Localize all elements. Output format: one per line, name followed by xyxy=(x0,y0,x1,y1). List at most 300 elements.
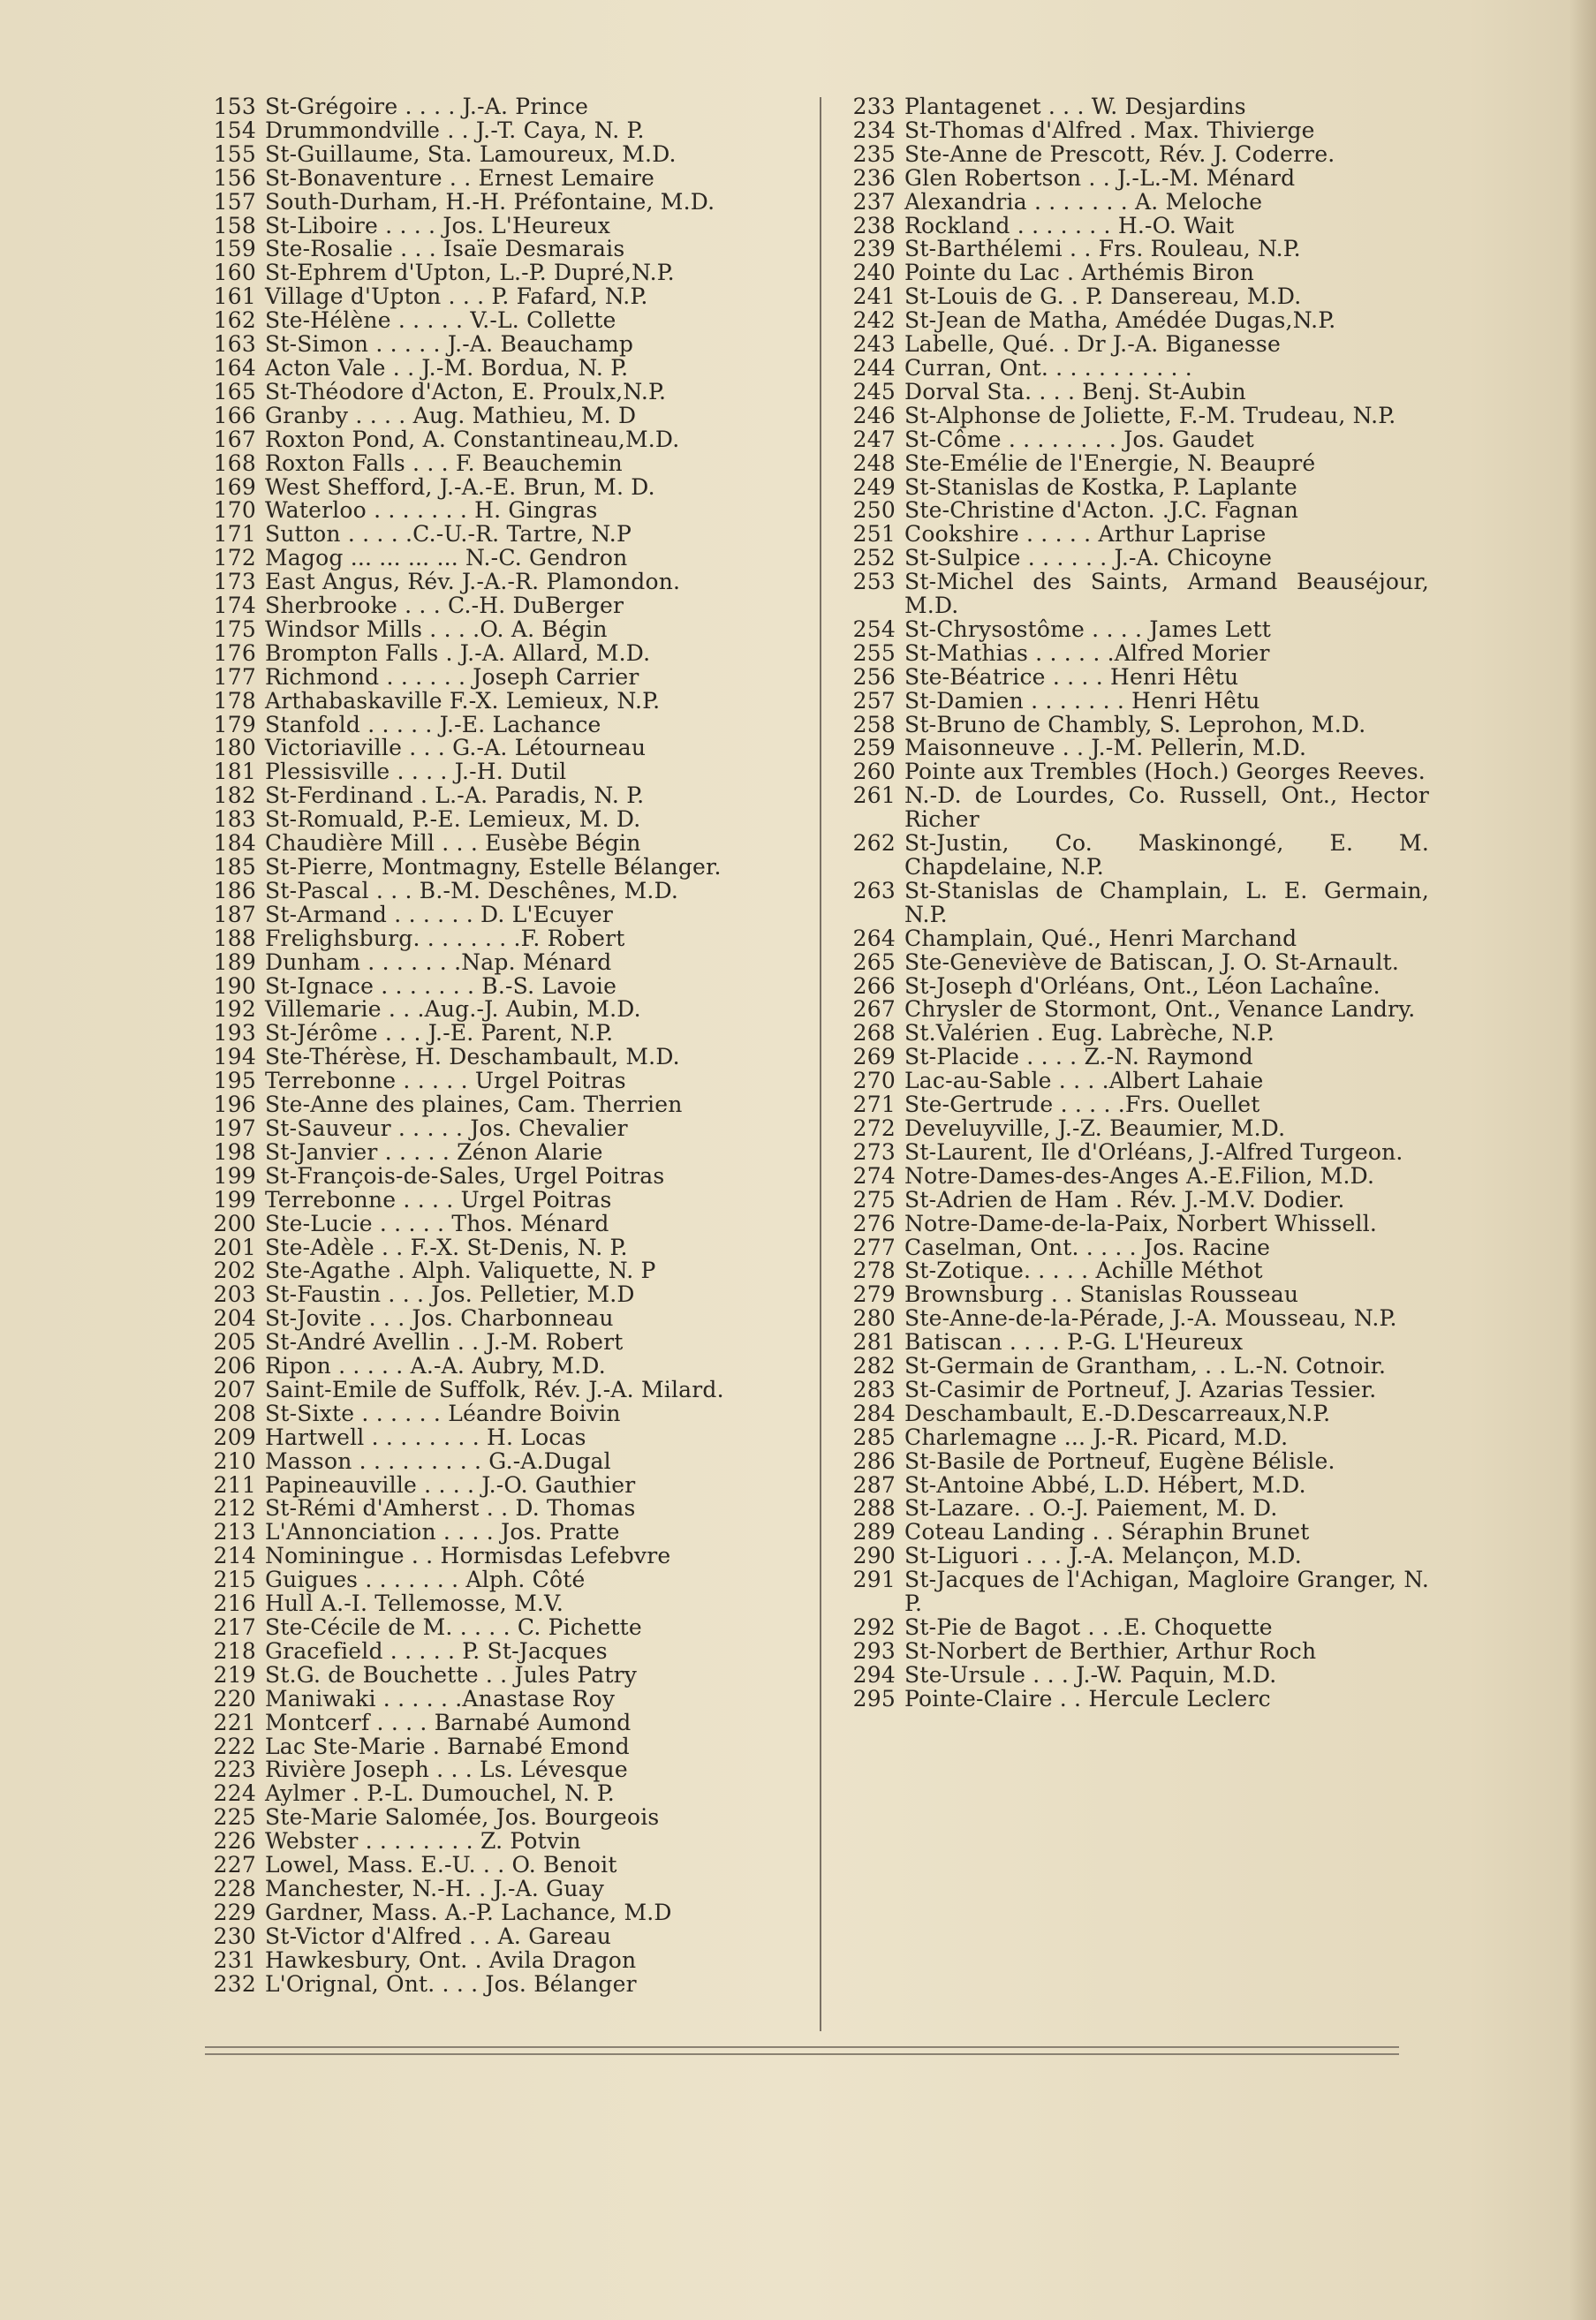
entry-number: 216 xyxy=(213,1591,256,1617)
entry-text: Villemarie . . .Aug.-J. Aubin, M.D. xyxy=(265,996,641,1023)
list-item xyxy=(200,1259,806,1283)
entry-text: Charlemagne ... J.-R. Picard, M.D. xyxy=(904,1424,1289,1450)
entry-text: Dorval Sta. . . . Benj. St-Aubin xyxy=(904,378,1246,404)
entry-number: 224 xyxy=(213,1780,256,1807)
entry-number: 210 xyxy=(213,1447,256,1474)
entry-text: Rivière Joseph . . . Ls. Lévesque xyxy=(265,1757,628,1783)
entry-number: 263 xyxy=(852,877,896,903)
entry-number: 231 xyxy=(213,1946,256,1973)
entry-number: 284 xyxy=(852,1400,896,1426)
list-item xyxy=(839,428,1429,452)
entry-text: Deschambault, E.-D.Descarreaux,N.P. xyxy=(904,1400,1331,1426)
list-item xyxy=(839,877,1429,927)
entry-text: Ste-Agathe . Alph. Valiquette, N. P xyxy=(265,1258,656,1284)
entry-number: 186 xyxy=(213,877,256,903)
entry-text: Aylmer . P.-L. Dumouchel, N. P. xyxy=(265,1780,615,1807)
entry-text: Cookshire . . . . . Arthur Laprise xyxy=(904,521,1267,548)
entry-text: Lac Ste-Marie . Barnabé Emond xyxy=(265,1733,630,1759)
entry-text: St-Pierre, Montmagny, Estelle Bélanger. xyxy=(265,854,722,880)
list-item xyxy=(839,639,1429,666)
entry-text: Ste-Christine d'Acton. .J.C. Fagnan xyxy=(904,497,1299,524)
list-item xyxy=(839,1447,1429,1474)
entry-number: 162 xyxy=(213,307,256,334)
list-item xyxy=(839,998,1429,1022)
entry-text: Pointe du Lac . Arthémis Biron xyxy=(904,260,1255,286)
entry-number: 199 xyxy=(213,1162,256,1189)
list-item xyxy=(200,1331,806,1355)
entry-number: 176 xyxy=(213,639,256,666)
list-item xyxy=(839,1186,1429,1213)
list-item xyxy=(200,1875,806,1901)
entry-number: 293 xyxy=(852,1637,896,1664)
entry-number: 215 xyxy=(213,1567,256,1593)
list-item xyxy=(839,711,1429,737)
entry-text: Hawkesbury, Ont. . Avila Dragon xyxy=(265,1946,637,1973)
list-item xyxy=(839,1138,1429,1165)
entry-number: 198 xyxy=(213,1138,256,1165)
entry-text: Champlain, Qué., Henri Marchand xyxy=(904,925,1297,951)
entry-number: 194 xyxy=(213,1044,256,1070)
list-item xyxy=(200,1162,806,1189)
list-item xyxy=(839,140,1429,167)
list-item xyxy=(200,164,806,191)
list-item xyxy=(200,856,806,880)
entry-number: 164 xyxy=(213,354,256,381)
entry-number: 157 xyxy=(213,188,256,215)
entry-number: 218 xyxy=(213,1637,256,1664)
entry-number: 238 xyxy=(852,212,896,238)
entry-text: St-Lazare. . O.-J. Paiement, M. D. xyxy=(904,1495,1278,1522)
entry-number: 187 xyxy=(213,901,256,927)
entry-number: 153 xyxy=(213,94,256,119)
entry-text: St-Alphonse de Joliette, F.-M. Trudeau, N.P. xyxy=(904,402,1396,428)
entry-text: Granby . . . . Aug. Mathieu, M. D xyxy=(265,402,637,428)
list-item xyxy=(839,1661,1429,1688)
entry-text: Ste-Gertrude . . . . .Frs. Ouellet xyxy=(904,1092,1260,1118)
entry-text: West Shefford, J.-A.-E. Brun, M. D. xyxy=(265,473,655,500)
entry-number: 177 xyxy=(213,663,256,690)
list-item xyxy=(200,309,806,333)
entry-text: Village d'Upton . . . P. Fafard, N.P. xyxy=(265,283,648,310)
list-item xyxy=(839,1685,1429,1712)
entry-text: St-Liguori . . . J.-A. Melançon, M.D. xyxy=(904,1543,1302,1569)
entry-number: 168 xyxy=(213,450,256,476)
entry-number: 294 xyxy=(852,1661,896,1688)
list-item xyxy=(200,523,806,547)
list-item xyxy=(839,238,1429,261)
list-item xyxy=(200,1545,806,1568)
list-item xyxy=(200,428,806,452)
list-item xyxy=(839,95,1429,119)
list-item xyxy=(839,760,1429,784)
entry-text: Ste-Anne-de-la-Pérade, J.-A. Mousseau, N.P. xyxy=(904,1305,1397,1332)
entry-text: N.-D. de Lourdes, Co. Russell, Ont., Hector Richer xyxy=(904,782,1429,833)
list-item xyxy=(839,1568,1429,1616)
list-item xyxy=(200,618,806,642)
entry-number: 182 xyxy=(213,782,256,809)
entry-text: Ste-Anne de Prescott, Rév. J. Coderre. xyxy=(904,140,1335,167)
entry-number: 287 xyxy=(852,1471,896,1498)
entry-number: 193 xyxy=(213,1020,256,1047)
entry-text: Terrebonne . . . . . Urgel Poitras xyxy=(265,1068,626,1094)
list-item xyxy=(839,948,1429,975)
list-item xyxy=(839,1236,1429,1260)
entry-text: Windsor Mills . . . .O. A. Bégin xyxy=(265,616,608,642)
entry-number: 232 xyxy=(213,1970,256,1997)
list-item xyxy=(200,1592,806,1616)
entry-number: 155 xyxy=(213,140,256,167)
entry-number: 183 xyxy=(213,806,256,833)
entry-number: 184 xyxy=(213,830,256,857)
list-item xyxy=(200,261,806,285)
list-item xyxy=(200,1735,806,1759)
entry-text: Curran, Ont. . . . . . . . . . . xyxy=(904,354,1192,381)
entry-number: 295 xyxy=(852,1685,896,1712)
entry-text: Ste-Hélène . . . . . V.-L. Collette xyxy=(265,307,616,334)
list-item xyxy=(839,1259,1429,1283)
entry-number: 202 xyxy=(213,1258,256,1284)
entry-text: St-Placide . . . . Z.-N. Raymond xyxy=(904,1044,1253,1070)
entry-number: 274 xyxy=(852,1162,896,1189)
entry-number: 258 xyxy=(852,711,896,737)
list-item xyxy=(839,354,1429,381)
list-item xyxy=(200,687,806,714)
entry-text: St-Jacques de l'Achigan, Magloire Granger, N. P. xyxy=(904,1567,1429,1617)
list-item xyxy=(839,523,1429,547)
entry-text: St-Chrysostôme . . . . James Lett xyxy=(904,616,1272,642)
entry-text: Guigues . . . . . . . Alph. Côté xyxy=(265,1567,586,1593)
entry-number: 219 xyxy=(213,1661,256,1688)
list-item xyxy=(839,164,1429,191)
list-item xyxy=(200,903,806,927)
list-item xyxy=(839,1616,1429,1640)
entry-text: Lac-au-Sable . . . .Albert Lahaie xyxy=(904,1068,1264,1094)
list-item xyxy=(839,499,1429,523)
list-item xyxy=(200,760,806,784)
list-item xyxy=(200,808,806,832)
list-item xyxy=(200,1661,806,1688)
list-item xyxy=(200,1210,806,1236)
entry-text: Saint-Emile de Suffolk, Rév. J.-A. Milard. xyxy=(265,1376,724,1402)
entry-text: St-Casimir de Portneuf, J. Azarias Tessier. xyxy=(904,1376,1377,1402)
entry-text: St-Rémi d'Amherst . . D. Thomas xyxy=(265,1495,636,1522)
entry-text: Maniwaki . . . . . .Anastase Roy xyxy=(265,1685,616,1712)
entry-text: Batiscan . . . . P.-G. L'Heureux xyxy=(904,1329,1244,1356)
entry-number: 267 xyxy=(852,996,896,1023)
entry-number: 282 xyxy=(852,1353,896,1379)
list-item xyxy=(200,473,806,500)
entry-number: 285 xyxy=(852,1424,896,1450)
entry-text: Develuyville, J.-Z. Beaumier, M.D. xyxy=(904,1115,1286,1141)
entry-text: St-Ephrem d'Upton, L.-P. Dupré,N.P. xyxy=(265,260,675,286)
entry-text: Ste-Rosalie . . . Isaïe Desmarais xyxy=(265,236,625,262)
entry-text: South-Durham, H.-H. Préfontaine, M.D. xyxy=(265,188,715,215)
entry-text: Stanfold . . . . . J.-E. Lachance xyxy=(265,711,601,737)
list-item xyxy=(200,1925,806,1949)
entry-number: 240 xyxy=(852,260,896,286)
list-item xyxy=(200,1022,806,1046)
list-item xyxy=(839,1022,1429,1046)
list-item xyxy=(839,285,1429,309)
list-item xyxy=(839,618,1429,642)
entry-text: St-Romuald, P.-E. Lemieux, M. D. xyxy=(265,806,641,833)
entry-text: Plantagenet . . . W. Desjardins xyxy=(904,94,1246,119)
entry-text: Notre-Dames-des-Anges A.-E.Filion, M.D. xyxy=(904,1162,1375,1189)
entry-number: 207 xyxy=(213,1376,256,1402)
right-column xyxy=(839,95,1429,1712)
list-item xyxy=(200,499,806,523)
entry-number: 283 xyxy=(852,1376,896,1402)
entry-text: Sherbrooke . . . C.-H. DuBerger xyxy=(265,593,624,619)
entry-number: 196 xyxy=(213,1092,256,1118)
list-item xyxy=(839,1046,1429,1069)
entry-text: St-Victor d'Alfred . . A. Gareau xyxy=(265,1923,612,1949)
entry-number: 166 xyxy=(213,402,256,428)
entry-number: 255 xyxy=(852,639,896,666)
list-item xyxy=(200,285,806,309)
list-item xyxy=(200,1283,806,1307)
list-item xyxy=(200,1117,806,1141)
list-item xyxy=(200,1685,806,1712)
entry-number: 261 xyxy=(852,782,896,809)
entry-number: 159 xyxy=(213,236,256,262)
list-item xyxy=(839,1545,1429,1568)
list-item xyxy=(839,571,1429,618)
list-item xyxy=(839,1402,1429,1426)
entry-text: Maisonneuve . . J.-M. Pellerin, M.D. xyxy=(904,735,1307,761)
entry-text: St-Sauveur . . . . . Jos. Chevalier xyxy=(265,1115,628,1141)
list-item xyxy=(839,927,1429,951)
entry-number: 264 xyxy=(852,925,896,951)
list-item xyxy=(200,639,806,666)
list-item xyxy=(839,1471,1429,1498)
entry-number: 188 xyxy=(213,925,256,951)
entry-number: 243 xyxy=(852,331,896,358)
entry-number: 192 xyxy=(213,996,256,1023)
entry-number: 235 xyxy=(852,140,896,167)
entry-text: Chaudière Mill . . . Eusèbe Bégin xyxy=(265,830,641,857)
list-item xyxy=(200,998,806,1022)
entry-number: 291 xyxy=(852,1567,896,1593)
list-item xyxy=(839,1307,1429,1331)
entry-text: Chrysler de Stormont, Ont., Venance Landry. xyxy=(904,996,1416,1023)
entry-number: 160 xyxy=(213,260,256,286)
entry-text: Ste-Geneviève de Batiscan, J. O. St-Arnault. xyxy=(904,948,1400,975)
list-item xyxy=(200,1307,806,1331)
entry-number: 175 xyxy=(213,616,256,642)
entry-text: Webster . . . . . . . . Z. Potvin xyxy=(265,1828,581,1855)
entry-text: St.G. de Bouchette . . Jules Patry xyxy=(265,1661,638,1688)
entry-number: 265 xyxy=(852,948,896,975)
entry-text: St-Mathias . . . . . .Alfred Morier xyxy=(904,639,1270,666)
entry-text: St-François-de-Sales, Urgel Poitras xyxy=(265,1162,665,1189)
list-item xyxy=(200,948,806,975)
list-item xyxy=(839,1355,1429,1379)
entry-text: Ste-Lucie . . . . . Thos. Ménard xyxy=(265,1210,609,1236)
list-item xyxy=(839,473,1429,500)
list-item xyxy=(839,452,1429,476)
list-item xyxy=(200,927,806,951)
entry-text: St-Ignace . . . . . . . B.-S. Lavoie xyxy=(265,972,617,999)
entry-number: 241 xyxy=(852,283,896,310)
list-item xyxy=(839,1376,1429,1402)
entry-number: 161 xyxy=(213,283,256,310)
entry-text: Ste-Cécile de M. . . . . C. Pichette xyxy=(265,1614,642,1640)
entry-number: 172 xyxy=(213,545,256,571)
entry-text: St-Jean de Matha, Amédée Dugas,N.P. xyxy=(904,307,1336,334)
list-item xyxy=(839,832,1429,880)
entry-number: 277 xyxy=(852,1234,896,1260)
list-item xyxy=(200,1069,806,1093)
entry-text: St-Faustin . . . Jos. Pelletier, M.D xyxy=(265,1281,635,1308)
entry-text: St-Antoine Abbé, L.D. Hébert, M.D. xyxy=(904,1471,1306,1498)
entry-text: St.Valérien . Eug. Labrèche, N.P. xyxy=(904,1020,1275,1047)
list-item xyxy=(839,1497,1429,1521)
list-item xyxy=(200,972,806,999)
entry-number: 208 xyxy=(213,1400,256,1426)
entry-number: 158 xyxy=(213,212,256,238)
entry-text: St-Stanislas de Kostka, P. Laplante xyxy=(904,473,1297,500)
list-item xyxy=(839,1093,1429,1117)
list-item xyxy=(200,452,806,476)
entry-number: 212 xyxy=(213,1495,256,1522)
entry-text: Alexandria . . . . . . . A. Meloche xyxy=(904,188,1263,215)
entry-text: Hartwell . . . . . . . . H. Locas xyxy=(265,1424,586,1450)
entry-text: St-Bruno de Chambly, S. Leprohon, M.D. xyxy=(904,711,1366,737)
entry-text: Manchester, N.-H. . J.-A. Guay xyxy=(265,1875,605,1901)
list-item xyxy=(200,571,806,594)
entry-number: 276 xyxy=(852,1210,896,1236)
list-item xyxy=(200,1901,806,1925)
list-item xyxy=(200,1186,806,1213)
entry-number: 279 xyxy=(852,1281,896,1308)
list-item xyxy=(200,1568,806,1592)
list-item xyxy=(200,1521,806,1545)
entry-text: Lowel, Mass. E.-U. . . O. Benoit xyxy=(265,1852,617,1878)
entry-text: St-Stanislas de Champlain, L. E. Germain, N.P. xyxy=(904,877,1429,927)
list-item xyxy=(839,404,1429,428)
entry-number: 170 xyxy=(213,497,256,524)
entry-text: Terrebonne . . . . Urgel Poitras xyxy=(265,1186,612,1213)
list-item xyxy=(839,309,1429,333)
entry-text: St-Justin, Co. Maskinongé, E. M. Chapdelaine, N.P. xyxy=(904,830,1429,880)
entry-number: 197 xyxy=(213,1115,256,1141)
list-item xyxy=(839,212,1429,238)
entry-text: Roxton Pond, A. Constantineau,M.D. xyxy=(265,426,680,452)
entry-text: Nominingue . . Hormisdas Lefebvre xyxy=(265,1543,671,1569)
list-item xyxy=(839,737,1429,760)
list-item xyxy=(200,663,806,690)
list-item xyxy=(200,1236,806,1260)
entry-number: 248 xyxy=(852,450,896,476)
entry-number: 178 xyxy=(213,687,256,714)
entry-text: Arthabaskaville F.-X. Lemieux, N.P. xyxy=(265,687,661,714)
entry-number: 251 xyxy=(852,521,896,548)
list-item xyxy=(200,378,806,404)
list-item xyxy=(200,547,806,571)
entry-number: 257 xyxy=(852,687,896,714)
list-item xyxy=(200,119,806,143)
list-item xyxy=(200,1946,806,1973)
entry-number: 211 xyxy=(213,1471,256,1498)
entry-text: St-Jovite . . . Jos. Charbonneau xyxy=(265,1305,614,1332)
entry-text: St-Zotique. . . . . Achille Méthot xyxy=(904,1258,1263,1284)
entry-number: 252 xyxy=(852,545,896,571)
entry-number: 288 xyxy=(852,1495,896,1522)
list-item xyxy=(200,354,806,381)
entry-text: Ste-Marie Salomée, Jos. Bourgeois xyxy=(265,1804,660,1831)
list-item xyxy=(839,1210,1429,1236)
list-item xyxy=(839,1069,1429,1093)
list-item xyxy=(200,1854,806,1878)
entry-number: 286 xyxy=(852,1447,896,1474)
entry-number: 174 xyxy=(213,593,256,619)
entry-number: 292 xyxy=(852,1614,896,1640)
entry-number: 273 xyxy=(852,1138,896,1165)
list-item xyxy=(200,1355,806,1379)
entry-number: 205 xyxy=(213,1329,256,1356)
list-item xyxy=(839,687,1429,714)
list-item xyxy=(200,1806,806,1830)
entry-number: 167 xyxy=(213,426,256,452)
entry-number: 222 xyxy=(213,1733,256,1759)
list-item xyxy=(839,188,1429,215)
list-item xyxy=(200,1376,806,1402)
list-item xyxy=(839,119,1429,143)
entry-text: St-Jérôme . . . J.-E. Parent, N.P. xyxy=(265,1020,614,1047)
entry-number: 237 xyxy=(852,188,896,215)
entry-text: St-Michel des Saints, Armand Beauséjour, M.D. xyxy=(904,569,1429,619)
entry-number: 227 xyxy=(213,1852,256,1878)
entry-text: Roxton Falls . . . F. Beauchemin xyxy=(265,450,623,476)
entry-text: Ripon . . . . . A.-A. Aubry, M.D. xyxy=(265,1353,606,1379)
entry-number: 290 xyxy=(852,1543,896,1569)
entry-text: Ste-Emélie de l'Energie, N. Beaupré xyxy=(904,450,1316,476)
left-column xyxy=(200,95,806,1997)
entry-text: Waterloo . . . . . . . H. Gingras xyxy=(265,497,598,524)
entry-number: 209 xyxy=(213,1424,256,1450)
entry-text: St-Sixte . . . . . . Léandre Boivin xyxy=(265,1400,621,1426)
entry-number: 229 xyxy=(213,1899,256,1925)
list-item xyxy=(200,1758,806,1782)
entry-text: St-Sulpice . . . . . . J.-A. Chicoyne xyxy=(904,545,1273,571)
list-item xyxy=(200,1046,806,1069)
entry-text: St-Barthélemi . . Frs. Rouleau, N.P. xyxy=(904,236,1301,262)
entry-text: Coteau Landing . . Séraphin Brunet xyxy=(904,1519,1310,1545)
page-edge-shadow xyxy=(1570,0,1596,2320)
entry-text: St-André Avellin . . J.-M. Robert xyxy=(265,1329,624,1356)
entry-number: 256 xyxy=(852,663,896,690)
entry-number: 247 xyxy=(852,426,896,452)
entry-text: St-Côme . . . . . . . . Jos. Gaudet xyxy=(904,426,1255,452)
bottom-rule xyxy=(205,2046,1399,2048)
entry-number: 253 xyxy=(852,569,896,595)
entry-number: 181 xyxy=(213,759,256,785)
entry-number: 195 xyxy=(213,1068,256,1094)
list-item xyxy=(200,737,806,760)
entry-text: St-Adrien de Ham . Rév. J.-M.V. Dodier. xyxy=(904,1186,1345,1213)
entry-text: St-Armand . . . . . . D. L'Ecuyer xyxy=(265,901,613,927)
entry-number: 233 xyxy=(852,94,896,119)
entry-text: Sutton . . . . .C.-U.-R. Tartre, N.P xyxy=(265,521,632,548)
entry-number: 236 xyxy=(852,164,896,191)
list-item xyxy=(200,188,806,215)
entry-number: 206 xyxy=(213,1353,256,1379)
entry-number: 230 xyxy=(213,1923,256,1949)
entry-number: 173 xyxy=(213,569,256,595)
list-item xyxy=(200,1637,806,1664)
list-item xyxy=(200,1093,806,1117)
